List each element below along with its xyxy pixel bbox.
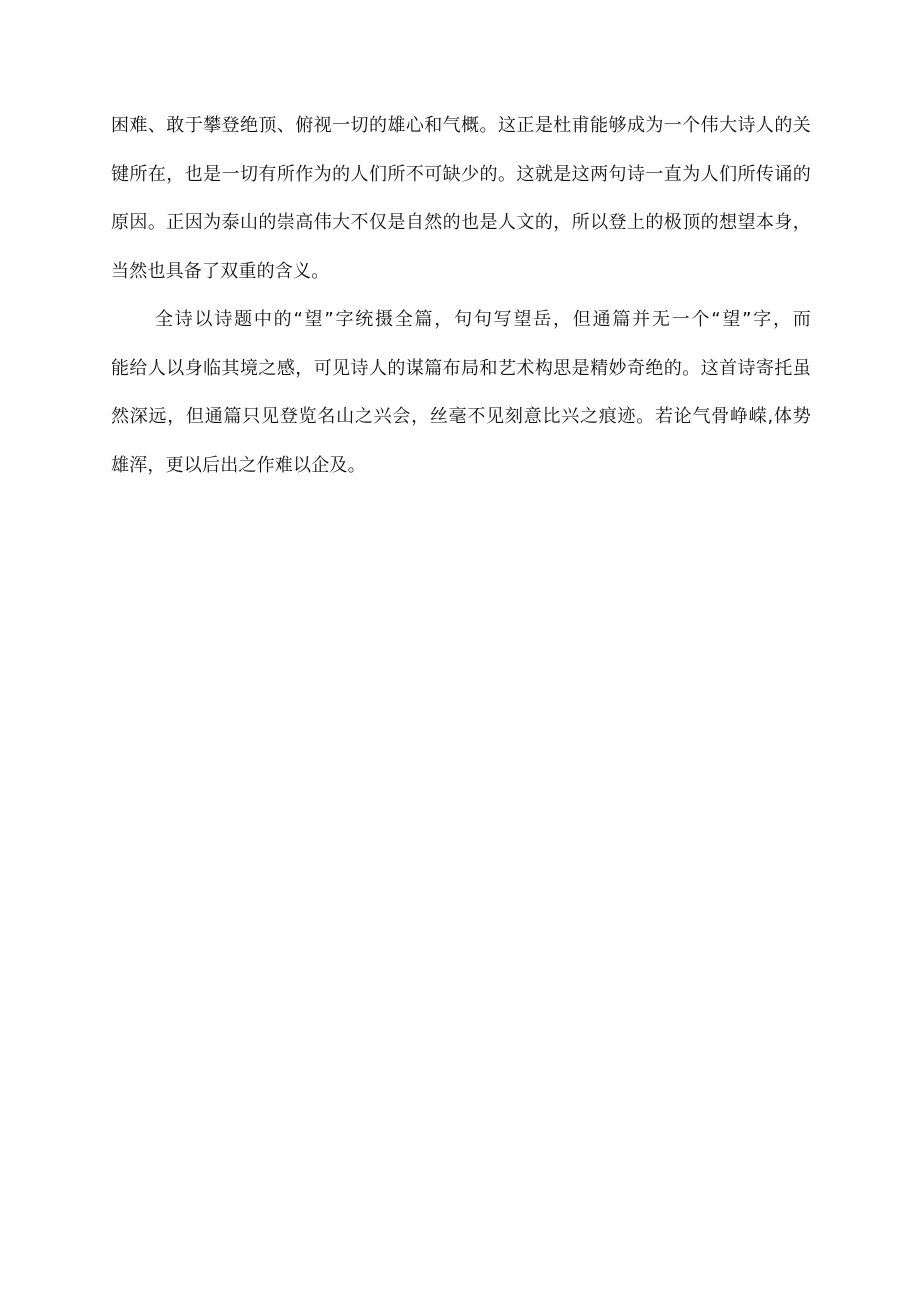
paragraph-2: [111, 308, 811, 478]
document-body: [111, 114, 811, 503]
paragraph-line: 能给人以身临其境之感，可见诗人的谋篇布局和艺术构思是精妙奇绝的。这首诗寄托虽: [111, 357, 811, 379]
paragraph-line: 雄浑，更以后出之作难以企及。: [111, 454, 366, 476]
paragraph-line: 键所在，也是一切有所作为的人们所不可缺少的。这就是这两句诗一直为人们所传诵的: [111, 163, 811, 185]
paragraph-line: 然深远，但通篇只见登览名山之兴会，丝毫不见刻意比兴之痕迹。若论气骨峥嵘,体势: [111, 406, 811, 428]
paragraph-line: 困难、敢于攀登绝顶、俯视一切的雄心和气概。这正是杜甫能够成为一个伟大诗人的关: [111, 115, 811, 136]
paragraph-line: 当然也具备了双重的含义。: [111, 260, 330, 282]
paragraph-1: [111, 114, 811, 284]
paragraph-line: 全诗以诗题中的“望”字统摄全篇，句句写望岳，但通篇并无一个“望”字，而: [155, 309, 811, 331]
paragraph-line: 原因。正因为泰山的崇高伟大不仅是自然的也是人文的，所以登上的极顶的想望本身，: [111, 212, 811, 234]
